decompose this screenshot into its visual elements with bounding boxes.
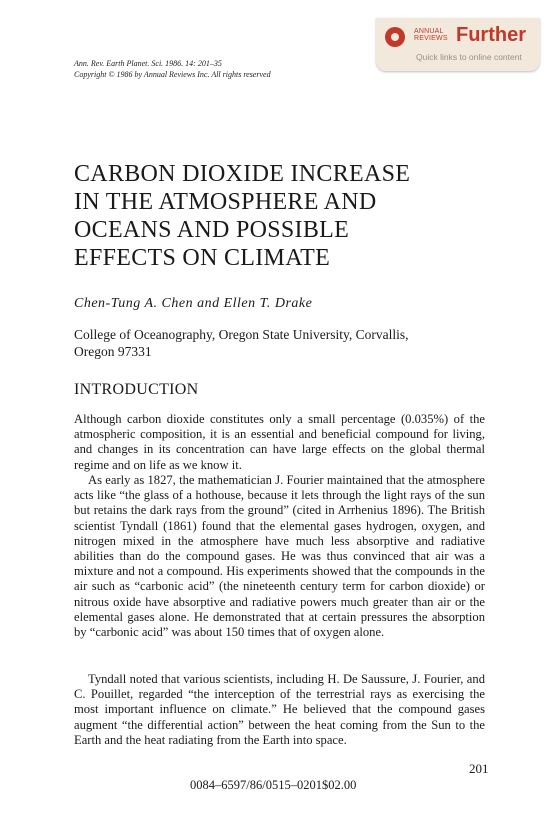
journal-citation	[74, 58, 271, 80]
document-code: 0084–6597/86/0515–0201$02.00	[190, 778, 357, 792]
page-number: 201	[469, 761, 489, 776]
copyright-line: Copyright © 1986 by Annual Reviews Inc. All rights reserved	[74, 70, 271, 79]
reviews-label: REVIEWS	[414, 35, 448, 42]
affiliation-line: Oregon 97331	[74, 344, 152, 359]
body-paragraph: As early as 1827, the mathematician J. Fourier maintained that the atmosphere acts like “the glass of a hothouse, because it lets through the light rays of the sun but retains the dark rays from the ground” (cited in Arrhenius 1896). The British scientist Tyndall (1861) found that the elemental gases hydrogen, oxygen, and nitrogen mixed in the atmosphere have much less absorptive and radiative abilities than do the compound gases. He was thus convinced that air was a mixture and not a compound. His experiments showed that the compounds in the air such as “carbonic acid” (the nineteenth century term for carbon dioxide) or nitrous oxide have absorptive and radiative powers much greater than air or the elemental gases alone. He demonstrated that at certain pressures the absorption by “carbonic acid” was about 150 times that of oxygen alone.	[74, 473, 485, 640]
body-paragraph: Tyndall noted that various scientists, including H. De Saussure, J. Fourier, and C. Pouillet, regarded “the interception of the terrestrial rays as exercising the most important influence on climate.” He believed that the compound gases augment “the differential action” between the heat coming from the Sun to the Earth and the heat radiating from the Earth into space.	[74, 672, 485, 747]
article-title	[74, 160, 410, 272]
further-badge[interactable]	[376, 18, 540, 71]
annual-reviews-logo-icon	[385, 27, 405, 47]
annual-label: ANNUAL	[414, 28, 444, 35]
section-heading: INTRODUCTION	[74, 381, 199, 398]
journal-citation-line: Ann. Rev. Earth Planet. Sci. 1986. 14: 201–35	[74, 59, 222, 68]
body-paragraph: Although carbon dioxide constitutes only a small percentage (0.035%) of the atmospheric composition, it is an essential and beneficial compound for living, and changes in its concentration can have large effects on the global thermal regime and on life as we know it.	[74, 412, 485, 472]
title-line: IN THE ATMOSPHERE AND	[74, 189, 377, 215]
annual-reviews-wordmark	[414, 28, 448, 42]
affiliation-line: College of Oceanography, Oregon State University, Corvallis,	[74, 327, 409, 342]
further-label[interactable]: Further	[456, 24, 526, 46]
title-line: OCEANS AND POSSIBLE	[74, 217, 350, 243]
article-authors: Chen-Tung A. Chen and Ellen T. Drake	[74, 296, 313, 311]
author-affiliation	[74, 326, 409, 360]
further-subtext: Quick links to online content	[416, 52, 522, 62]
title-line: CARBON DIOXIDE INCREASE	[74, 161, 411, 187]
title-line: EFFECTS ON CLIMATE	[74, 245, 331, 271]
